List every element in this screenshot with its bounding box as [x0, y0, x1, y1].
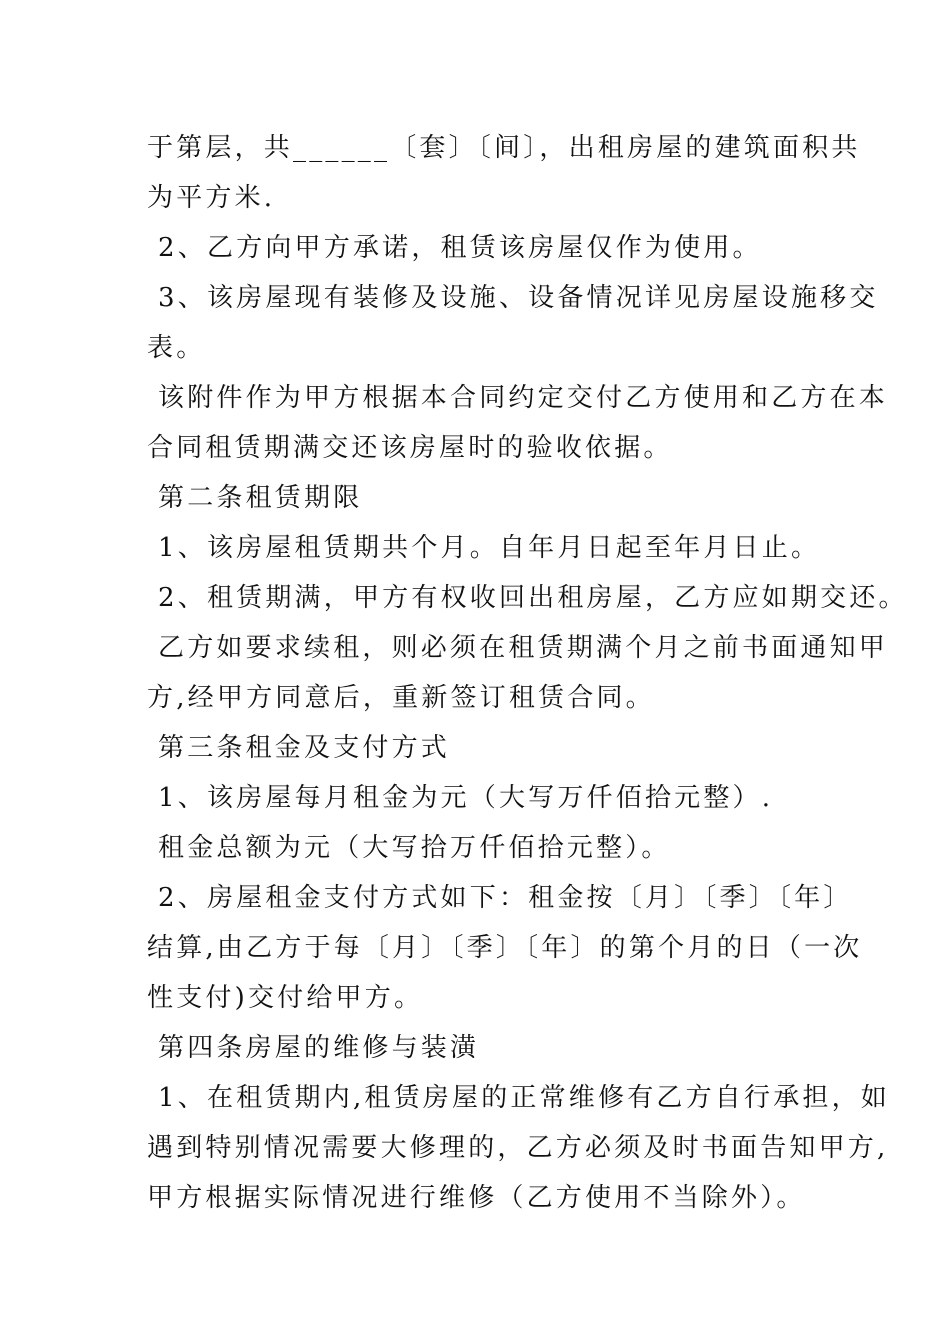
- text-line: 为平方米.: [147, 183, 276, 213]
- text-line: 2、租赁期满，甲方有权收回出租房屋，乙方应如期交还。: [158, 583, 908, 613]
- text-line: 租金总额为元（大写拾万仟佰拾元整）。: [158, 833, 671, 863]
- text-line: 3、该房屋现有装修及设施、设备情况详见房屋设施移交: [158, 283, 879, 313]
- text-line: 1、在租赁期内,租赁房屋的正常维修有乙方自行承担，如: [158, 1083, 891, 1113]
- text-line: 2、房屋租金支付方式如下：租金按〔月〕〔季〕〔年〕: [158, 883, 853, 913]
- text-line: 于第层，共______〔套〕〔间〕，出租房屋的建筑面积共: [147, 133, 861, 163]
- text-line: 性支付)交付给甲方。: [147, 983, 424, 1013]
- text-line: 表。: [147, 333, 206, 363]
- text-line: 甲方根据实际情况进行维修（乙方使用不当除外）。: [147, 1183, 806, 1213]
- section-heading: 第二条租赁期限: [158, 483, 363, 513]
- text-line: 合同租赁期满交还该房屋时的验收依据。: [147, 433, 673, 463]
- text-line: 1、该房屋租赁期共个月。自年月日起至年月日止。: [158, 533, 821, 563]
- section-heading: 第三条租金及支付方式: [158, 733, 451, 763]
- text-line: 结算,由乙方于每〔月〕〔季〕〔年〕的第个月的日（一次: [147, 933, 863, 963]
- text-line: 1、该房屋每月租金为元（大写万仟佰拾元整）.: [158, 783, 774, 813]
- text-line: 方,经甲方同意后，重新签订租赁合同。: [147, 683, 655, 713]
- text-line: 该附件作为甲方根据本合同约定交付乙方使用和乙方在本: [158, 383, 889, 413]
- text-line: 2、乙方向甲方承诺，租赁该房屋仅作为使用。: [158, 233, 762, 263]
- text-line: 乙方如要求续租，则必须在租赁期满个月之前书面通知甲: [158, 633, 889, 663]
- text-line: 遇到特别情况需要大修理的，乙方必须及时书面告知甲方,: [147, 1133, 889, 1163]
- section-heading: 第四条房屋的维修与装潢: [158, 1033, 480, 1063]
